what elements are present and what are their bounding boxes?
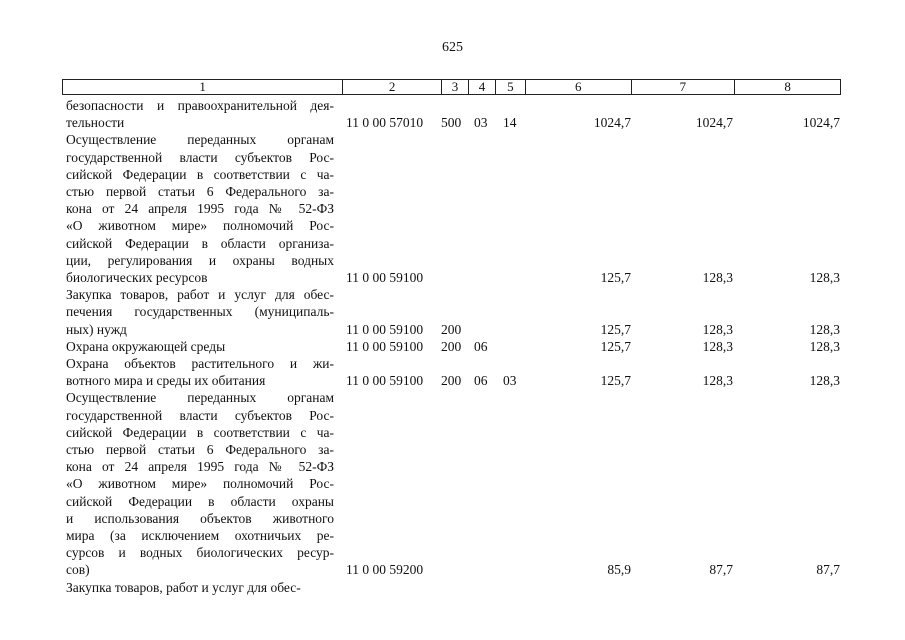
col-3-value: 200 — [441, 338, 462, 354]
description-line: сурсов и водных биологических ресур- — [66, 545, 334, 561]
row-description — [66, 389, 334, 578]
description-line: Охрана окружающей среды — [66, 338, 226, 354]
header-col-7: 7 — [632, 80, 736, 94]
budget-code: 11 0 00 59100 — [346, 373, 424, 389]
header-col-4: 4 — [469, 80, 496, 94]
value-col-6: 1024,7 — [593, 115, 631, 131]
table-row — [0, 286, 905, 338]
description-line: ции, регулирования и охраны водных — [66, 252, 334, 268]
description-line: стью первой статьи 6 Федерального за- — [66, 184, 334, 199]
description-line: «О животном мире» полномочий Рос- — [66, 218, 334, 234]
description-line: ных) нужд — [66, 321, 127, 337]
description-line: сов) — [66, 562, 90, 578]
header-col-1: 1 — [63, 80, 343, 94]
value-col-7: 87,7 — [709, 562, 733, 578]
value-col-8: 128,3 — [809, 338, 840, 354]
description-line: стью первой статьи 6 Федерального за- — [66, 442, 334, 457]
col-3-value: 500 — [441, 115, 462, 131]
table-header — [62, 79, 841, 95]
row-description — [66, 131, 334, 286]
row-description — [66, 97, 334, 131]
col-3-value: 200 — [441, 373, 462, 389]
value-col-8: 87,7 — [816, 562, 840, 578]
table-row — [0, 97, 905, 131]
description-line: сийской Федерации в области организа- — [66, 235, 334, 251]
col-4-value: 06 — [474, 373, 488, 389]
description-line: Осуществление переданных органам — [66, 132, 334, 148]
budget-code: 11 0 00 59100 — [346, 338, 424, 354]
value-col-7: 1024,7 — [695, 115, 733, 131]
budget-code: 11 0 00 59100 — [346, 269, 424, 285]
description-line: государственной власти субъектов Рос- — [66, 149, 334, 165]
row-description — [66, 355, 334, 389]
description-line: кона от 24 апреля 1995 года № 52-ФЗ — [66, 459, 334, 475]
value-col-7: 128,3 — [702, 338, 733, 354]
table-row — [0, 131, 905, 286]
description-line: биологических ресурсов — [66, 270, 208, 286]
row-description — [66, 286, 334, 338]
value-col-7: 128,3 — [702, 321, 733, 337]
value-col-6: 125,7 — [600, 373, 631, 389]
header-col-6: 6 — [526, 80, 632, 94]
description-line: кона от 24 апреля 1995 года № 52-ФЗ — [66, 201, 334, 217]
value-col-6: 85,9 — [607, 562, 631, 578]
col-4-value: 03 — [474, 115, 488, 131]
description-line: и использования объектов животного — [66, 510, 334, 526]
budget-code: 11 0 00 59100 — [346, 321, 424, 337]
description-line: «О животном мире» полномочий Рос- — [66, 476, 334, 492]
col-5-value: 03 — [503, 373, 517, 389]
description-line: сийской Федерации в области охраны — [66, 493, 334, 509]
row-description — [66, 579, 334, 596]
col-3-value: 200 — [441, 321, 462, 337]
page-number: 625 — [442, 40, 463, 55]
description-line: сийской Федерации в соответствии с ча- — [66, 424, 334, 440]
header-col-2: 2 — [343, 80, 442, 94]
header-col-8: 8 — [784, 79, 791, 94]
budget-code: 11 0 00 57010 — [346, 115, 424, 131]
row-description — [66, 338, 334, 355]
value-col-8: 128,3 — [809, 269, 840, 285]
col-4-value: 06 — [474, 338, 488, 354]
value-col-8: 128,3 — [809, 321, 840, 337]
header-col-5: 5 — [496, 80, 526, 94]
description-line: тельности — [66, 115, 125, 131]
budget-code: 11 0 00 59200 — [346, 562, 424, 578]
value-col-7: 128,3 — [702, 269, 733, 285]
description-line: печения государственных (муниципаль- — [66, 304, 334, 320]
table-row — [0, 338, 905, 355]
value-col-8: 1024,7 — [802, 115, 840, 131]
description-line: государственной власти субъектов Рос- — [66, 407, 334, 423]
table-row — [0, 579, 905, 596]
col-5-value: 14 — [503, 115, 517, 131]
value-col-6: 125,7 — [600, 269, 631, 285]
table-row — [0, 355, 905, 389]
description-line: Закупка товаров, работ и услуг для обес- — [66, 579, 301, 595]
value-col-6: 125,7 — [600, 321, 631, 337]
description-line: Закупка товаров, работ и услуг для обес- — [66, 287, 334, 303]
value-col-6: 125,7 — [600, 338, 631, 354]
description-line: Осуществление переданных органам — [66, 390, 334, 406]
value-col-7: 128,3 — [702, 373, 733, 389]
table-row — [0, 389, 905, 578]
description-line: сийской Федерации в соответствии с ча- — [66, 166, 334, 182]
description-line: безопасности и правоохранительной дея- — [66, 98, 334, 113]
description-line: Охрана объектов растительного и жи- — [66, 356, 334, 371]
header-col-3: 3 — [442, 80, 469, 94]
value-col-8: 128,3 — [809, 373, 840, 389]
description-line: вотного мира и среды их обитания — [66, 373, 266, 389]
description-line: мира (за исключением охотничьих ре- — [66, 528, 334, 544]
